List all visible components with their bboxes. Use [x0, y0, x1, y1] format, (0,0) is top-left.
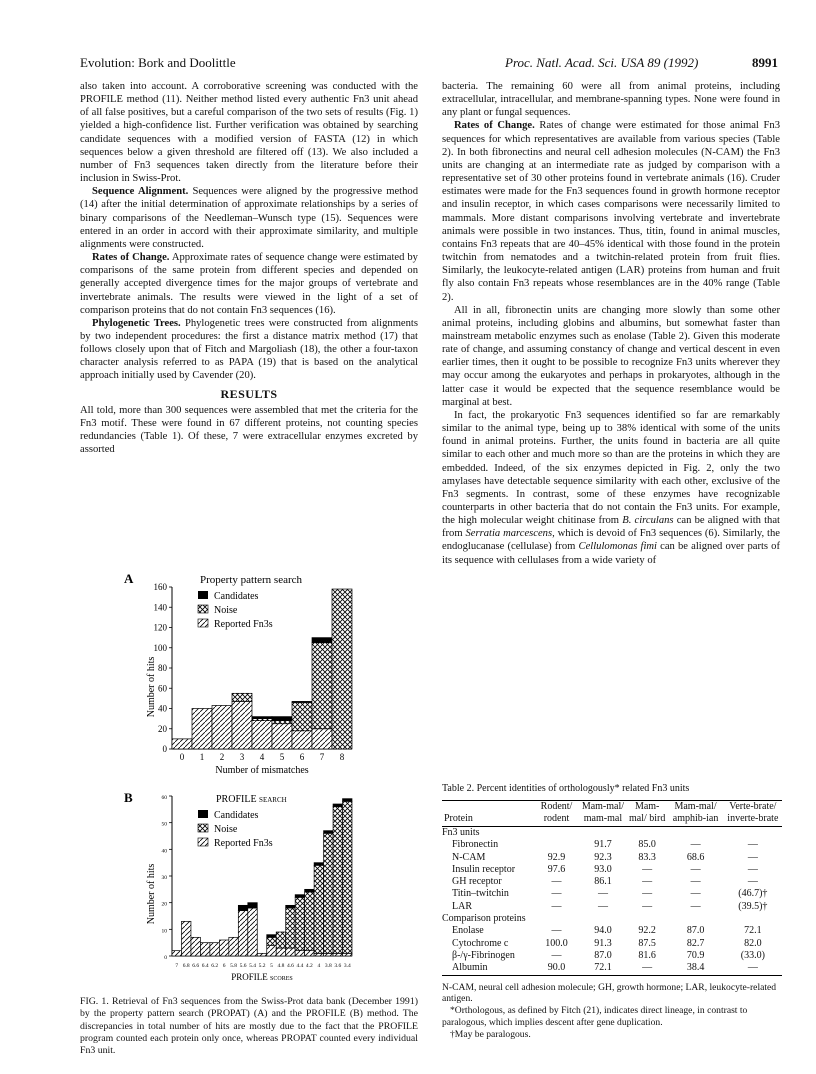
table-cell: —: [690, 888, 701, 900]
paragraph-text: In fact, the prokaryotic Fn3 sequences identified so far are remarkably similar to the animal type, being up to 38% identical with some of the units found in animal proteins. Further, the units found in bacteria are all quite similar to each other and much more so than are the proteins in which they are embedded. Indeed, of the six enzymes depicted in Fig. 2, only the two amylases have detectable sequence similarity with each other, exclusive of the Fn3 segments. In contrast, some of these enzymes have recognizable counterparts in other bacteria that do not contain the Fn3 units. For example, the high molecular weight chitinase from: [442, 409, 780, 527]
y-tick-label: 0: [164, 955, 167, 961]
bar-segment-reported-fn3s: [252, 721, 272, 749]
row-label: LAR: [452, 900, 472, 912]
column-header: Mam-mal/ bird: [627, 801, 668, 827]
footnote: †May be paralogous.: [450, 1028, 531, 1040]
bar-segment-noise: [276, 932, 285, 948]
x-tick-label: 3.4: [343, 963, 351, 969]
legend-swatch-candidates: [198, 810, 208, 818]
legend-label: Reported Fn3s: [214, 619, 273, 630]
table-cell: —: [690, 863, 701, 875]
table-cell: 82.0: [744, 937, 762, 949]
table-cell: 38.4: [667, 962, 723, 975]
table-cell: —: [747, 851, 758, 863]
x-tick-label: 5: [270, 963, 273, 969]
legend-swatch-noise: [198, 605, 208, 613]
bar-segment-reported-fn3s: [219, 940, 228, 956]
bar-segment-noise: [286, 908, 295, 948]
footnote: *Orthologous, as defined by Fitch (21), indicates direct lineage, in contrast to paralogous, which implies descent after gene duplication.: [442, 1005, 748, 1028]
table-cell: 72.1: [579, 962, 627, 975]
legend-swatch-reported: [198, 838, 208, 846]
paragraph: All in all, fibronectin units are changing more slowly than some other animal proteins, including globins and albumins, but somewhat faster than mainstream metabolic enzymes such as enolase (Table 2). Given this moderate rate of change, and assuming constancy of change and vertical descent in even earlier times, then it ought to be possible to recognize Fn3 units wherever they may occur among the eukaryotes and perhaps in prokaryotes, although in the latter case it would be expected that the sequence resemblance would be marginal at best.: [442, 304, 780, 408]
table-cell: 100.0: [545, 937, 568, 949]
table-row: [442, 938, 782, 950]
y-tick-label: 40: [158, 703, 167, 714]
legend-label: Noise: [214, 824, 238, 835]
bar-segment-candidates: [312, 638, 332, 643]
table-cell: —: [597, 888, 608, 900]
bar-segment-candidates: [267, 935, 276, 938]
table-row: [442, 925, 782, 937]
table-2: [442, 783, 782, 1041]
table-cell: —: [642, 888, 653, 900]
bar-segment-reported-fn3s: [312, 729, 332, 749]
chart-title: PROFILE search: [216, 794, 287, 805]
bar-segment-reported-fn3s: [314, 953, 323, 956]
bar-segment-candidates: [292, 701, 312, 702]
table-cell: —: [690, 876, 701, 888]
paragraph: bacteria. The remaining 60 were all from animal proteins, including extracellular, intracellular, and membrane-spanning types. None were found in any plant or fungal sequences.: [442, 81, 780, 119]
y-tick-label: 0: [162, 744, 167, 754]
table-cell: 85.0: [638, 839, 656, 851]
y-tick-label: 160: [153, 582, 167, 592]
x-axis-label: Number of mismatches: [215, 765, 309, 776]
figure-caption: FIG. 1. Retrieval of Fn3 sequences from the Swiss-Prot data bank (December 1991) by the property pattern search (PROPAT) (A) and the PROFILE (B) method. The discrepancies in total number of hits are mostly due to the fact that the PROFILE program counted each protein only once, whereas PROPAT counted every individual Fn3 unit.: [80, 996, 418, 1057]
x-axis-label: PROFILE scores: [231, 972, 293, 982]
x-tick-label: 5.8: [230, 963, 238, 969]
table-group-row: [442, 827, 782, 840]
table-cell: —: [724, 962, 782, 975]
bar-segment-noise: [333, 807, 342, 954]
x-tick-label: 2: [219, 752, 225, 762]
paragraph-text: can be aligned with that from: [442, 515, 780, 540]
x-tick-label: 4.6: [286, 963, 294, 969]
bar-segment-noise: [232, 693, 252, 701]
row-label: N-CAM: [452, 851, 486, 863]
x-tick-label: 3.6: [334, 963, 342, 969]
y-tick-label: 80: [158, 663, 167, 673]
bar-segment-reported-fn3s: [272, 724, 292, 749]
group-label: Comparison proteins: [442, 913, 526, 925]
species-name: Serratia marcescens,: [465, 528, 555, 540]
paragraph: [80, 185, 418, 251]
row-label: Cytochrome c: [452, 937, 509, 949]
paragraph-text: Sequences were aligned by the progressive method (14) after the initial determination of approximate relationships by a series of binary comparisons of the Needleman–Wunsch type (15). Sequences were entered in an order in accord with their approximate similarity, and multiple alignments were constructed.: [80, 186, 418, 250]
journal-citation: Proc. Natl. Acad. Sci. USA 89 (1992): [505, 55, 699, 70]
x-tick-label: 5: [279, 752, 285, 762]
figure-1a-chart: [120, 567, 360, 777]
row-label: Enolase: [452, 925, 484, 937]
table-cell: —: [690, 839, 701, 851]
table-cell: 87.0: [686, 925, 705, 937]
y-tick-label: 100: [153, 642, 167, 653]
bar-segment-reported-fn3s: [172, 739, 192, 749]
table-cell: 87.0: [594, 949, 612, 961]
panel-letter: B: [124, 790, 133, 805]
row-label: Albumin: [442, 962, 534, 975]
bar-segment-noise: [312, 643, 332, 729]
x-tick-label: 4: [259, 752, 265, 762]
bar-segment-reported-fn3s: [343, 953, 352, 956]
legend-label: Candidates: [214, 810, 259, 821]
table-cell: 97.6: [547, 863, 566, 875]
table-cell: —: [690, 900, 701, 912]
table-cell: —: [551, 925, 562, 937]
table-row: [442, 852, 782, 864]
species-name: B. circulans: [622, 515, 674, 527]
table-cell: (46.7)†: [738, 888, 768, 900]
bar-segment-noise: [292, 702, 312, 730]
bar-segment-noise: [324, 833, 333, 953]
paragraph-text: which is devoid of Fn3 sequences (6). Similarly, the endoglucanase (cellulase) from: [442, 528, 780, 553]
y-tick-label: 40: [161, 848, 167, 855]
bar-segment-candidates: [305, 889, 314, 892]
table-cell: 86.1: [594, 876, 612, 888]
bar-segment-noise: [267, 937, 276, 945]
table-cell: 82.7: [686, 937, 705, 949]
legend: [198, 591, 273, 630]
legend-label: Noise: [214, 605, 238, 616]
y-tick-label: 50: [161, 821, 167, 828]
table-cell: 81.6: [638, 949, 656, 961]
paragraph: [442, 409, 780, 567]
table-cell: —: [551, 876, 562, 888]
bar-segment-reported-fn3s: [172, 951, 181, 956]
table-cell: 92.9: [547, 851, 566, 863]
page-number: 8991: [752, 55, 778, 70]
run-in-heading: Phylogenetic Trees.: [92, 317, 181, 329]
table-row: [442, 950, 782, 962]
bar-segment-noise: [295, 897, 304, 950]
table-cell: —: [627, 962, 668, 975]
x-tick-label: 1: [199, 752, 205, 762]
legend-swatch-reported: [198, 619, 208, 627]
x-tick-label: 0: [179, 752, 185, 762]
table-cell: 94.0: [594, 925, 612, 937]
panel-letter: A: [124, 571, 134, 586]
bar-segment-reported-fn3s: [324, 953, 333, 956]
table-cell: (33.0): [740, 949, 765, 961]
column-header: Mam-mal/ amphib-ian: [667, 801, 723, 827]
y-tick-label: 20: [161, 901, 167, 908]
x-tick-label: 6.6: [192, 963, 200, 969]
column-header: Mam-mal/ mam-mal: [579, 801, 627, 827]
x-tick-label: 4.2: [305, 963, 313, 969]
bar-segment-candidates: [248, 903, 257, 908]
table-row: [442, 901, 782, 913]
bar-segment-reported-fn3s: [210, 943, 219, 956]
bar-segment-candidates: [324, 831, 333, 834]
bar-segment-reported-fn3s: [305, 951, 314, 956]
bar-segment-reported-fn3s: [229, 937, 238, 956]
legend: [198, 810, 273, 849]
y-axis-label: Number of hits: [146, 863, 157, 925]
paragraph: [80, 317, 418, 383]
paragraph: All told, more than 300 sequences were assembled that met the criteria for the Fn3 motif. These were found in 67 different proteins, not counting species redundancies (Table 1). Of these, 7 were extracellular enzymes excreted by assorted: [80, 404, 418, 456]
table-cell: 91.3: [594, 937, 612, 949]
table-cell: 68.6: [686, 851, 705, 863]
table-row: [442, 888, 782, 900]
bar-segment-reported-fn3s: [248, 908, 257, 956]
legend-label: Candidates: [214, 591, 259, 602]
bar-segment-candidates: [272, 717, 292, 721]
x-tick-label: 6.8: [182, 963, 190, 969]
bar-segment-reported-fn3s: [192, 709, 212, 750]
bar-segment-reported-fn3s: [238, 911, 247, 956]
column-header: Verte-brate/ inverte-brate: [724, 801, 782, 827]
x-tick-label: 5.2: [258, 963, 266, 969]
table-cell: —: [597, 900, 608, 912]
legend-swatch-candidates: [198, 591, 208, 599]
species-name: Cellulomonas fimi: [578, 541, 657, 553]
bar-segment-reported-fn3s: [181, 921, 190, 956]
table-row: [442, 839, 782, 851]
table-row: [442, 864, 782, 876]
bar-segment-reported-fn3s: [286, 948, 295, 956]
bar-segment-reported-fn3s: [267, 945, 276, 956]
row-label: GH receptor: [452, 876, 502, 888]
table-cell: 72.1: [744, 925, 762, 937]
figure-1b-chart: [120, 786, 360, 986]
row-label: Insulin receptor: [452, 863, 516, 875]
chart-title: Property pattern search: [200, 574, 303, 586]
y-tick-label: 20: [158, 723, 167, 734]
table-cell: 92.2: [638, 925, 656, 937]
table-cell: 91.7: [594, 839, 612, 851]
table-cell: —: [642, 863, 653, 875]
table-cell: —: [747, 839, 758, 851]
data-table: [442, 800, 782, 976]
x-tick-label: 6.4: [201, 963, 209, 969]
x-tick-label: 7: [175, 963, 179, 969]
y-tick-label: 60: [158, 683, 167, 694]
bar-segment-reported-fn3s: [191, 937, 200, 956]
left-column: [80, 80, 418, 456]
table-cell: —: [642, 876, 653, 888]
x-tick-label: 6: [222, 963, 226, 969]
bar-segment-reported-fn3s: [295, 951, 304, 956]
paragraph-text: Approximate rates of sequence change were estimated by comparisons of the same protein from different species and depended on generally accepted divergence times for the major groups of vertebrate and invertebrate animals. The results were viewed in the light of a set of comparison proteins that do not contain Fn3 sequences (16).: [80, 252, 418, 316]
run-in-heading: Sequence Alignment.: [92, 186, 189, 198]
x-tick-label: 8: [339, 752, 345, 762]
paragraph: also taken into account. A corroborative screening was conducted with the PROFILE method (11). Neither method listed every authentic Fn3 unit ahead of all false positives, but a careful comparison of the two sets of results (Fig. 1) yielded a high-confidence list. Further verification was obtained by searching candidate sequences with a modified version of FASTA (12) in which sequences below a given threshold are filtered off (13). We also included a number of Fn3 sequences taken directly from the literature before their inclusion in Swiss-Prot.: [80, 81, 418, 185]
table-footnotes: [442, 982, 782, 1041]
table-cell: 83.3: [638, 851, 656, 863]
x-tick-label: 5.6: [239, 963, 247, 969]
table-cell: 87.5: [638, 937, 656, 949]
bar-segment-noise: [272, 721, 292, 724]
group-label: Fn3 units: [442, 827, 480, 838]
y-axis-label: Number of hits: [146, 656, 157, 718]
row-label: β-/γ-Fibrinogen: [452, 949, 515, 961]
footnote: N-CAM, neural cell adhesion molecule; GH, growth hormone; LAR, leukocyte-related antigen.: [442, 981, 777, 1005]
table-title: Table 2. Percent identities of orthologously* related Fn3 units: [442, 783, 690, 794]
legend-swatch-noise: [198, 824, 208, 832]
table-cell: 92.3: [594, 851, 612, 863]
y-tick-label: 10: [161, 928, 167, 935]
paragraph-text: can be aligned over parts of its sequence with cellulases from a wide variety of: [442, 541, 781, 566]
right-column: [442, 80, 780, 567]
running-header: Evolution: Bork and Doolittle: [80, 55, 236, 70]
bar-segment-reported-fn3s: [276, 948, 285, 956]
table-cell: —: [642, 900, 653, 912]
y-tick-label: 60: [161, 795, 167, 801]
section-heading: RESULTS: [220, 386, 278, 401]
x-tick-label: 4.4: [296, 963, 304, 969]
bar-segment-reported-fn3s: [292, 731, 312, 749]
column-header: Rodent/ rodent: [534, 801, 579, 827]
y-tick-label: 120: [153, 622, 167, 633]
bar-segment-noise: [314, 865, 323, 953]
table-cell: —: [747, 876, 758, 888]
table-cell: —: [551, 900, 562, 912]
column-header: Protein: [442, 801, 534, 827]
y-tick-label: 140: [153, 602, 167, 613]
bar-segment-reported-fn3s: [212, 705, 232, 749]
run-in-heading: Rates of Change.: [92, 252, 170, 264]
table-cell: [534, 839, 579, 851]
x-tick-label: 4.8: [277, 963, 285, 969]
bar-segment-reported-fn3s: [232, 701, 252, 749]
bar-segment-candidates: [252, 717, 272, 719]
table-group-row: [442, 913, 782, 925]
x-tick-label: 5.4: [249, 963, 256, 969]
bar-segment-reported-fn3s: [200, 943, 209, 956]
paragraph-text: Phylogenetic trees were constructed from alignments by two independent procedures: the first a distance matrix method (17) that follows closely upon that of Fitch and Margoliash (18), the other a four-taxon character analysis referred to as PAPA (19) that is based on the analytical approach initially used by Cavender (20).: [80, 317, 418, 382]
paragraph-text: Rates of change were estimated for those animal Fn3 sequences for which representatives are available from various species (Table 2). In both fibronectins and neural cell adhesion molecules (N-CAM) the Fn3 units are changing at an intermediate rate as judged by comparison with a representative set of 30 other proteins found in vertebrate animals (16). Cruder estimates were made for the Fn3 sequences found in growth hormone receptor and insulin receptor, in which cases comparisons were necessarily limited to mammals. More distant comparisons involving vertebrate and invertebrate animals were possible in two instances. Thus, titin, found in animal muscles, contains Fn3 repeats that are 40–45% identical with those found in the protein twitchin from nematodes and a twitchin-related protein from fruit flies. Similarly, the leukocyte-related antigen (LAR) proteins from human and fruit fly also contain Fn3 repeats whose resemblances are in the 40% range (Table 2).: [442, 120, 780, 303]
bar-segment-candidates: [333, 804, 342, 807]
table-row: [442, 962, 782, 975]
run-in-heading: Rates of Change.: [454, 120, 535, 132]
x-tick-label: 3: [239, 752, 245, 762]
table-cell: (39.5)†: [738, 900, 768, 912]
row-label: Titin–twitchin: [452, 888, 509, 900]
table-row: [442, 876, 782, 888]
table-cell: 90.0: [534, 962, 579, 975]
bar-segment-candidates: [238, 905, 247, 910]
bar-segment-candidates: [314, 863, 323, 866]
bar-segment-noise: [305, 892, 314, 951]
row-label: Fibronectin: [452, 839, 499, 851]
table-cell: —: [551, 888, 562, 900]
table-cell: —: [551, 949, 562, 961]
x-tick-label: 3.8: [324, 963, 332, 969]
table-cell: 93.0: [594, 863, 612, 875]
bar-segment-noise: [343, 801, 352, 953]
x-tick-label: 6.2: [211, 963, 219, 969]
table-cell: —: [747, 863, 758, 875]
paragraph: [442, 119, 780, 303]
y-tick-label: 30: [161, 875, 167, 881]
x-tick-label: 7: [319, 752, 325, 762]
bar-segment-candidates: [343, 799, 352, 802]
bar-segment-candidates: [295, 895, 304, 898]
paragraph: [80, 251, 418, 317]
bar-segment-noise: [332, 589, 352, 749]
x-tick-label: 6: [299, 752, 305, 762]
x-tick-label: 4: [317, 963, 321, 969]
table-cell: 70.9: [686, 949, 705, 961]
legend-label: Reported Fn3s: [214, 838, 273, 849]
bar-segment-reported-fn3s: [333, 953, 342, 956]
bar-segment-candidates: [286, 905, 295, 908]
bar-segment-reported-fn3s: [257, 953, 266, 956]
